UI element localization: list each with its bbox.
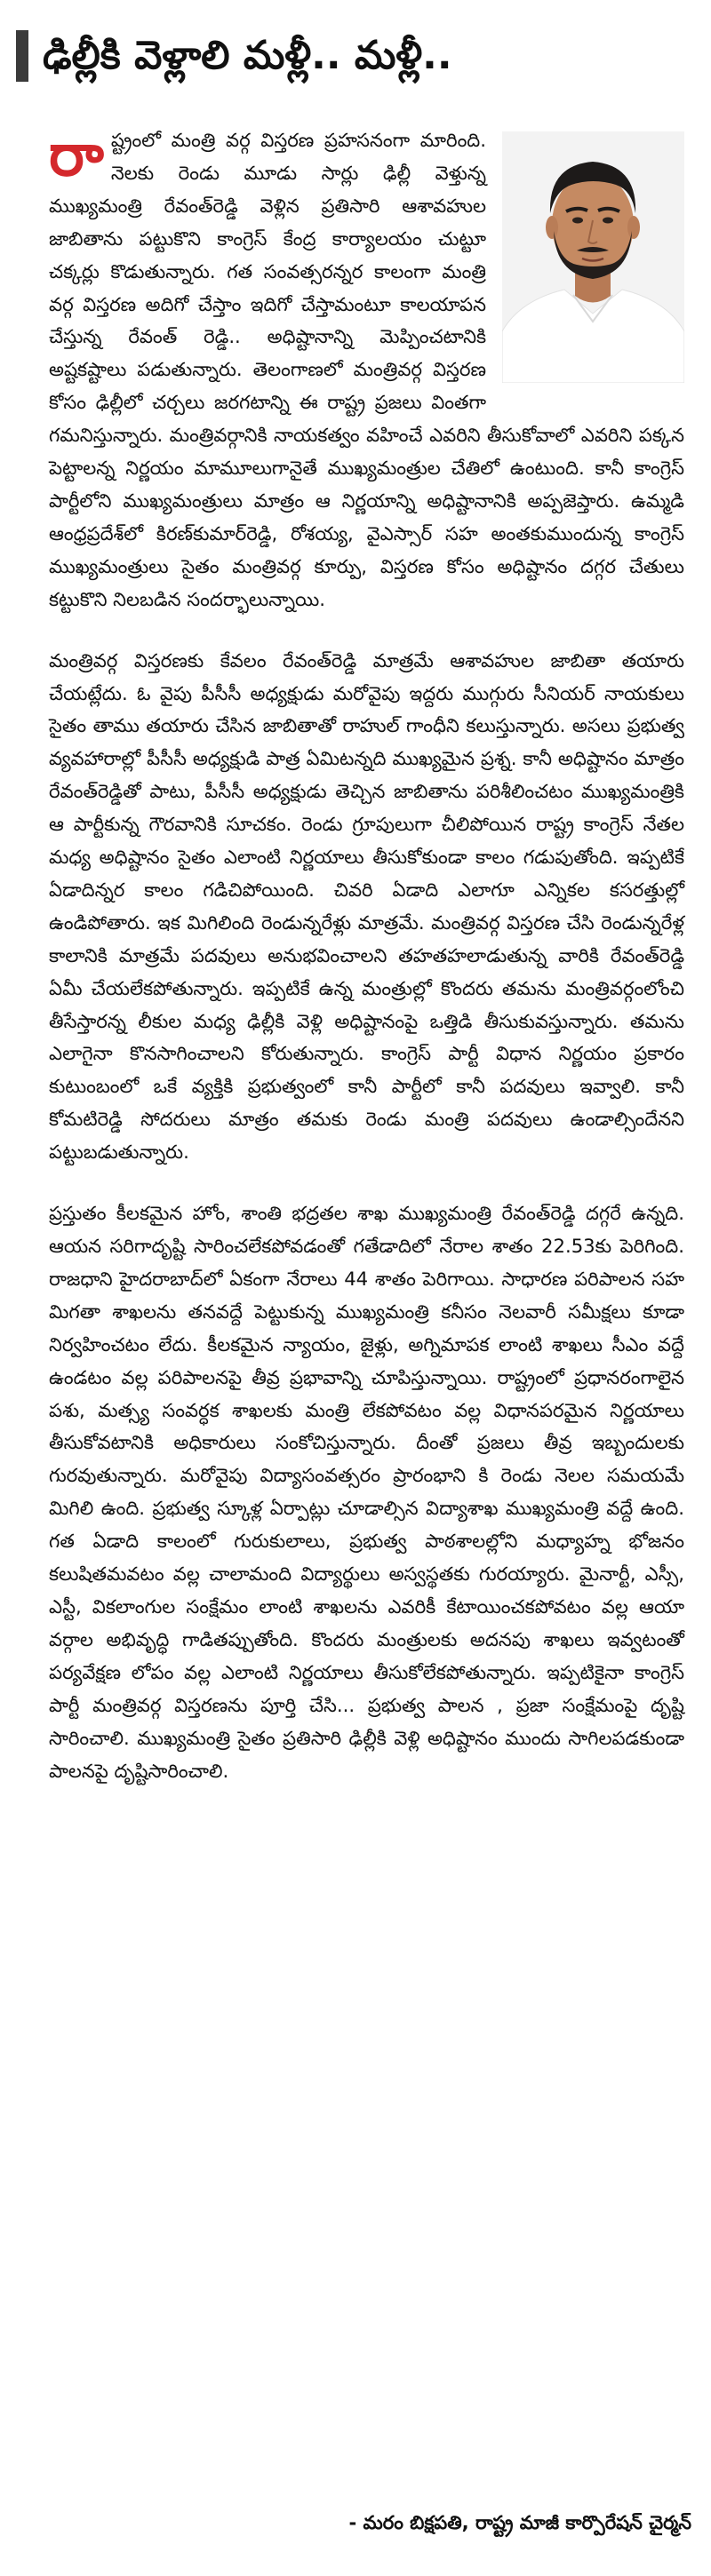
author-byline: - మరం బిక్షపతి, రాష్ట్ర మాజీ కార్పొరేషన్ చైర్మన్: [348, 2512, 691, 2533]
headline: ఢిల్లీకి వెళ్లాలి మళ్లీ.. మళ్లీ..: [43, 33, 452, 78]
headline-accent-bar: [16, 30, 28, 82]
article-body: [49, 121, 684, 1787]
headline-block: [16, 25, 691, 87]
paragraph-3: ప్రస్తుతం కీలకమైన హోం, శాంతి భద్రతల శాఖ ముఖ్యమంత్రి రేవంత్‌రెడ్డి దగ్గరే ఉన్నది. ఆయన సరిగాదృష్టి సారించలేకపోవడంతో గతేడాదిలో నేరాల శాతం 22.53కు పెరిగింది. రాజధాని హైదరాబాద్‌లో ఏకంగా నేరాలు 44 శాతం పెరిగాయి. సాధారణ పరిపాలన సహ మిగతా శాఖలను తనవద్దే పెట్టుకున్న ముఖ్యమంత్రి కనీసం నెలవారీ సమీక్షలు కూడా నిర్వహించటం లేదు. కీలకమైన న్యాయం, జైళ్లు, అగ్నిమాపక లాంటి శాఖలు సీఎం వద్దే ఉండటం వల్ల పరిపాలనపై తీవ్ర ప్రభావాన్ని చూపిస్తున్నాయి. రాష్ట్రంలో ప్రధానరంగాలైన పశు, మత్స్య సంవర్ధక శాఖలకు మంత్రి లేకపోవటం వల్ల విధానపరమైన నిర్ణయాలు తీసుకోవటానికి అధికారులు సంకోచిస్తున్నారు. దీంతో ప్రజలు తీవ్ర ఇబ్బందులకు గురవుతున్నారు. మరోవైపు విద్యాసంవత్సరం ప్రారంభాని కి రెండు నెలల సమయమే మిగిలి ఉంది. ప్రభుత్వ స్కూళ్ల ఏర్పాట్లు చూడాల్సిన విద్యాశాఖ ముఖ్యమంత్రి వద్దే ఉంది. గత ఏడాది కాలంలో గురుకులాలు, ప్రభుత్వ పాఠశాలల్లోని మధ్యాహ్న భోజనం కలుషితమవటం వల్ల చాలామంది విద్యార్థులు అస్వస్థతకు గురయ్యారు. మైనార్టీ, ఎస్సీ, ఎస్టీ, వికలాంగుల సంక్షేమం లాంటి శాఖలను ఎవరికీ కేటాయించకపోవటం వల్ల ఆయా వర్గాల అభివృద్ధి గాడితప్పుతోంది. కొందరు మంత్రులకు అదనపు శాఖలు ఇవ్వటంతో పర్యవేక్షణ లోపం వల్ల ఎలాంటి నిర్ణయాలు తీసుకోలేకపోతున్నారు. ఇప్పటికైనా కాంగ్రెస్ పార్టీ మంత్రివర్గ విస్తరణను పూర్తి చేసి... ప్రభుత్వ పాలన , ప్రజా సంక్షేమంపై దృష్టి సారించాలి. ముఖ్యమంత్రి సైతం ప్రతిసారి ఢిల్లీకి వెళ్లి అధిష్టానం ముందు సాగిలపడకుండా పాలనపై దృష్టిసారించాలి.: [49, 1202, 684, 1782]
paragraph-2: మంత్రివర్గ విస్తరణకు కేవలం రేవంత్‌రెడ్డి మాత్రమే ఆశావహుల జాబితా తయారు చేయట్లేదు. ఓ వైపు పీసీసీ అధ్యక్షుడు మరోవైపు ఇద్దరు ముగ్గురు సీనియర్ నాయకులు సైతం తాము తయారు చేసిన జాబితాతో రాహుల్ గాంధీని కలుస్తున్నారు. అసలు ప్రభుత్వ వ్యవహారాల్లో పీసీసీ అధ్యక్షుడి పాత్ర ఏమిటన్నది ముఖ్యమైన ప్రశ్న. కానీ అధిష్టానం మాత్రం రేవంత్‌రెడ్డితో పాటు, పీసీసీ అధ్యక్షుడు తెచ్చిన జాబితాను పరిశీలించటం ముఖ్యమంత్రికి ఆ పార్టీకున్న గౌరవానికి సూచకం. రెండు గ్రూపులుగా చీలిపోయిన రాష్ట్ర కాంగ్రెస్ నేతల మధ్య అధిష్టానం సైతం ఎలాంటి నిర్ణయాలు తీసుకోకుండా కాలం గడుపుతోంది. ఇప్పటికే ఏడాదిన్నర కాలం గడిచిపోయింది. చివరి ఏడాది ఎలాగూ ఎన్నికల కసరత్తుల్లో ఉండిపోతారు. ఇక మిగిలింది రెండున్నరేళ్లు మాత్రమే. మంత్రివర్గ విస్తరణ చేసి రెండున్నరేళ్ల కాలానికి మాత్రమే పదవులు అనుభవించాలని తహతహలాడుతున్న వారికి రేవంత్‌రెడ్డి ఏమీ చేయలేకపోతున్నారు. ఇప్పటికే ఉన్న మంత్రుల్లో కొందరు తమను మంత్రివర్గంలోంచి తీసేస్తారన్న లీకుల మధ్య ఢిల్లీకి వెళ్లి అధిష్టానంపై ఒత్తిడి తీసుకువస్తున్నారు. తమను ఎలాగైనా కొనసాగించాలని కోరుతున్నారు. కాంగ్రెస్ పార్టీ విధాన నిర్ణయం ప్రకారం కుటుంబంలో ఒకే వ్యక్తికి ప్రభుత్వంలో కానీ పార్టీలో కానీ పదవులు ఇవ్వాలి. కానీ కోమటిరెడ్డి సోదరులు మాత్రం తమకు రెండు మంత్రి పదవులు ఉండాల్సిందేనని పట్టుబడుతున్నారు.: [49, 648, 684, 1164]
author-photo: [502, 131, 684, 383]
author-portrait-image: [502, 131, 684, 383]
paragraph-1-text: ష్ట్రంలో మంత్రి వర్గ విస్తరణ ప్రహసనంగా మారింది. నెలకు రెండు మూడు సార్లు ఢిల్లీ వెళ్తున్న ముఖ్యమంత్రి రేవంత్‌రెడ్డి వెళ్లిన ప్రతిసారి ఆశావహుల జాబితాను పట్టుకొని కాంగ్రెస్ కేంద్ర కార్యాలయం చుట్టూ చక్కర్లు కొడుతున్నారు. గత సంవత్సరన్నర కాలంగా మంత్రి వర్గ విస్తరణ అదిగో చేస్తాం ఇదిగో చేస్తామంటూ కాలయాపన చేస్తున్న రేవంత్ రెడ్డి.. అధిష్టానాన్ని మెప్పించటానికి అష్టకష్టాలు పడుతున్నారు. తెలంగాణలో మంత్రివర్గ విస్తరణ కోసం ఢిల్లీలో చర్చలు జరగటాన్ని ఈ రాష్ట్ర ప్రజలు వింతగా గమనిస్తున్నారు. మంత్రివర్గానికి నాయకత్వం వహించే ఎవరిని తీసుకోవాలో ఎవరిని పక్కన పెట్టాలన్న నిర్ణయం మామూలుగానైతే ముఖ్యమంత్రుల చేతిలో ఉంటుంది. కానీ కాంగ్రెస్ పార్టీలోని ముఖ్యమంత్రులు మాత్రం ఆ నిర్ణయాన్ని అధిష్టానానికి అప్పజెప్తారు. ఉమ్మడి ఆంధ్రప్రదేశ్‌లో కిరణ్‌కుమార్‌రెడ్డి, రోశయ్య, వైఎస్సార్ సహ అంతకుముందున్న కాంగ్రెస్ ముఖ్యమంత్రులు సైతం మంత్రివర్గ కూర్పు, విస్తరణ కోసం అధిష్టానం దగ్గర చేతులు కట్టుకొని నిలబడిన సందర్భాలున్నాయి.: [49, 129, 684, 610]
dropcap: రా: [49, 121, 104, 189]
